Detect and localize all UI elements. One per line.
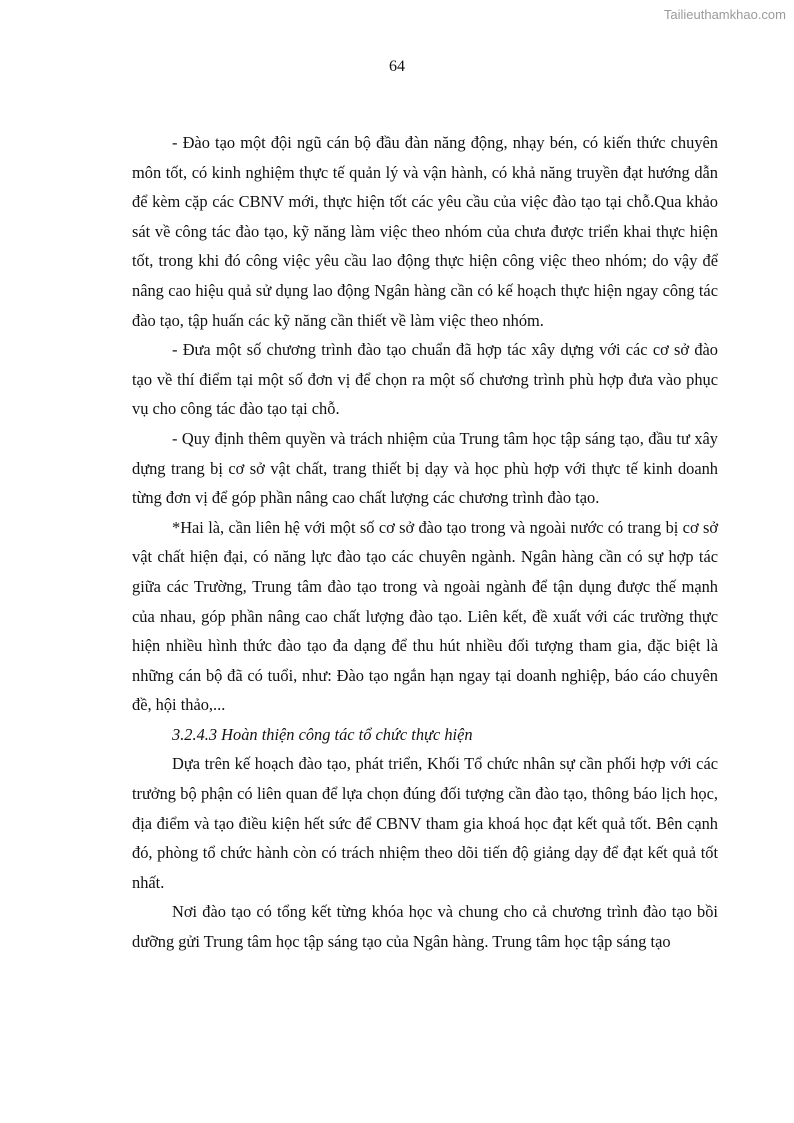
watermark: Tailieuthamkhao.com (663, 7, 786, 22)
paragraph: Dựa trên kế hoạch đào tạo, phát triển, Khối Tổ chức nhân sự cần phối hợp với các trưởng bộ phận có liên quan để lựa chọn đúng đối tượng cần đào tạo, thông báo lịch học, địa điểm và tạo điều kiện hết sức để CBNV tham gia khoá học đạt kết quả tốt. Bên cạnh đó, phòng tổ chức hành còn có trách nhiệm theo dõi tiến độ giảng dạy để đạt kết quả tốt nhất. (132, 754, 718, 892)
paragraph: - Quy định thêm quyền và trách nhiệm của Trung tâm học tập sáng tạo, đầu tư xây dựng trang bị cơ sở vật chất, trang thiết bị dạy và học phù hợp với thực tế kinh doanh từng đơn vị để góp phần nâng cao chất lượng các chương trình đào tạo. (132, 428, 718, 508)
section-heading: 3.2.4.3 Hoàn thiện công tác tổ chức thực hiện (172, 724, 473, 744)
page-number: 64 (389, 58, 405, 75)
paragraph: *Hai là, cần liên hệ với một số cơ sở đào tạo trong và ngoài nước có trang bị cơ sở vật chất hiện đại, có năng lực đào tạo các chuyên ngành. Ngân hàng cần có sự hợp tác giữa các Trường, Trung tâm đào tạo trong và ngoài ngành để tận dụng được thế mạnh của nhau, góp phần nâng cao chất lượng đào tạo. Liên kết, đề xuất với các trường thực hiện nhiều hình thức đào tạo đa dạng để thu hút nhiều đối tượng tham gia, đặc biệt là những cán bộ đã có tuổi, như: Đào tạo ngắn hạn ngay tại doanh nghiệp, báo cáo chuyên đề, hội thảo,... (132, 517, 718, 715)
body-text (132, 128, 718, 957)
paragraph: Nơi đào tạo có tổng kết từng khóa học và chung cho cả chương trình đào tạo bồi dưỡng gửi Trung tâm học tập sáng tạo của Ngân hàng. Trung tâm học tập sáng tạo (132, 902, 718, 952)
paragraph: - Đưa một số chương trình đào tạo chuẩn đã hợp tác xây dựng với các cơ sở đào tạo về thí điểm tại một số đơn vị để chọn ra một số chương trình phù hợp đưa vào phục vụ cho công tác đào tạo tại chỗ. (132, 340, 718, 419)
paragraph: - Đào tạo một đội ngũ cán bộ đầu đàn năng động, nhạy bén, có kiến thức chuyên môn tốt, có kinh nghiệm thực tế quản lý và vận hành, có khả năng truyền đạt hướng dẫn để kèm cặp các CBNV mới, thực hiện tốt các yêu cầu của việc đào tạo tại chỗ.Qua khảo sát về công tác đào tạo, kỹ năng làm việc theo nhóm của chưa được triển khai thực hiện tốt, trong khi đó công việc yêu cầu lao động thực hiện công việc theo nhóm; do vậy để nâng cao hiệu quả sử dụng lao động Ngân hàng cần có kế hoạch thực hiện ngay công tác đào tạo, tập huấn các kỹ năng cần thiết về làm việc theo nhóm. (132, 133, 718, 330)
